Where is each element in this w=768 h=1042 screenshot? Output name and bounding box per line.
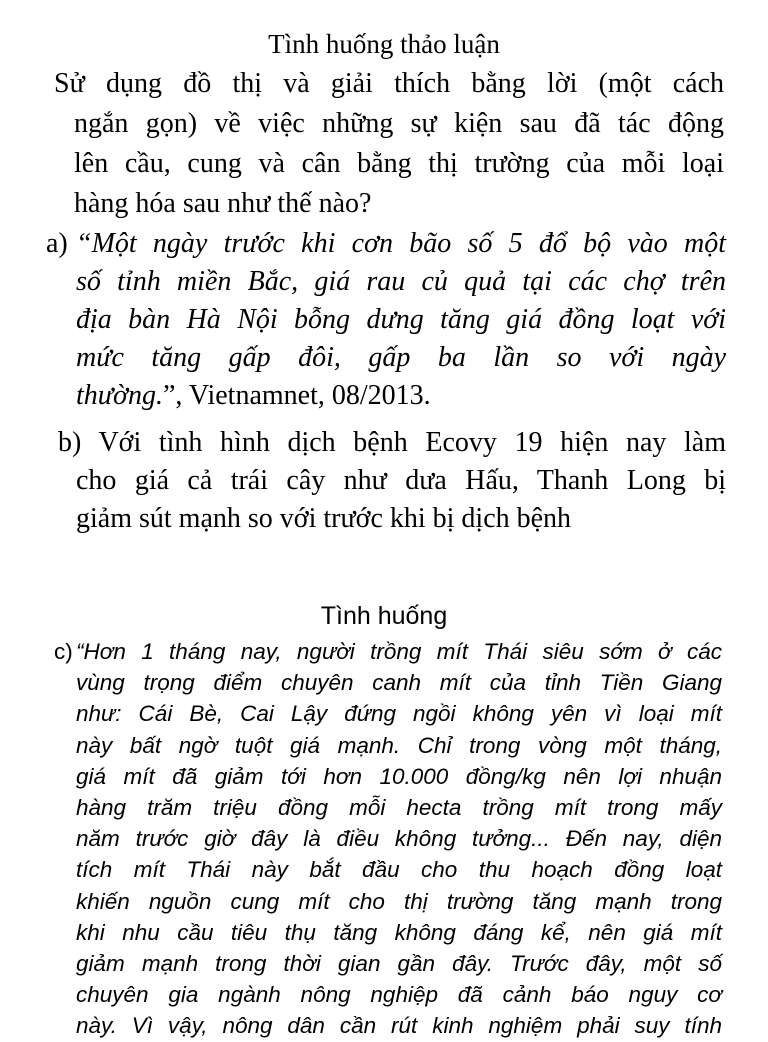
case-line: chuyên gia ngành nông nghiệp đã cảnh báo nguy cơ <box>76 982 722 1008</box>
case-line: hàng trăm triệu đồng mỗi hecta trồng mít trong mấy <box>76 795 722 821</box>
case-line: “Hơn 1 tháng nay, người trồng mít Thái siêu sớm ở các <box>76 639 722 664</box>
case-line: giảm sút mạnh so với trước khi bị dịch bệnh <box>76 503 572 534</box>
case-line: cho giá cả trái cây như dưa Hấu, Thanh Long bị <box>76 465 726 496</box>
slide-title: Tình huống thảo luận <box>268 29 500 59</box>
case-line: địa bàn Hà Nội bỗng dưng tăng giá đồng loạt với <box>76 304 726 335</box>
case-line: vùng trọng điểm chuyên canh mít của tỉnh Tiền Giang <box>76 670 722 696</box>
prompt-line: ngắn gọn) về việc những sự kiện sau đã tác động <box>74 108 724 139</box>
case-line: khiến nguồn cung mít cho thị trường tăng mạnh trong <box>76 888 722 914</box>
slide-title: Tình huống <box>320 602 448 630</box>
case-line: giá mít đã giảm tới hơn 10.000 đồng/kg nên lợi nhuận <box>76 763 722 789</box>
case-line: b) Với tình hình dịch bệnh Ecovy 19 hiện nay làm <box>58 427 726 458</box>
case-line: số tỉnh miền Bắc, giá rau củ quả tại các chợ trên <box>76 266 726 297</box>
slide-case <box>0 596 768 1039</box>
case-c <box>54 636 722 1042</box>
case-marker: c) <box>54 639 73 664</box>
prompt-line: Sử dụng đồ thị và giải thích bằng lời (một cách <box>54 68 724 99</box>
case-line: mức tăng gấp đôi, gấp ba lần so với ngày <box>76 342 726 373</box>
prompt-line: lên cầu, cung và cân bằng thị trường của mỗi loại <box>74 148 724 179</box>
prompt-line: hàng hóa sau như thế nào? <box>74 188 372 219</box>
case-line: như: Cái Bè, Cai Lậy đứng ngồi không yên vì loại mít <box>76 701 722 727</box>
case-marker: a) <box>46 228 68 259</box>
case-b <box>58 424 726 538</box>
case-source: ”, Vietnamnet, 08/2013. <box>163 380 431 411</box>
case-a <box>46 225 726 415</box>
case-line: khi nhu cầu tiêu thụ tăng không đáng kể, nên giá mít <box>76 919 722 945</box>
case-line: “Một ngày trước khi cơn bão số 5 đổ bộ vào một <box>76 228 726 259</box>
case-line: này. Vì vậy, nông dân cần rút kinh nghiệm phải suy tính <box>76 1013 722 1039</box>
question-prompt <box>54 64 724 224</box>
case-line <box>46 377 726 415</box>
case-line: tích mít Thái này bắt đầu cho thu hoạch đồng loạt <box>76 857 722 883</box>
case-line: giảm mạnh trong thời gian gần đây. Trước đây, một số <box>76 951 722 977</box>
case-line: năm trước giờ đây là điều không tưởng... Đến nay, diện <box>76 826 722 852</box>
case-line: này bất ngờ tuột giá mạnh. Chỉ trong vòng một tháng, <box>76 732 722 758</box>
case-quote-end: thường. <box>76 380 163 411</box>
